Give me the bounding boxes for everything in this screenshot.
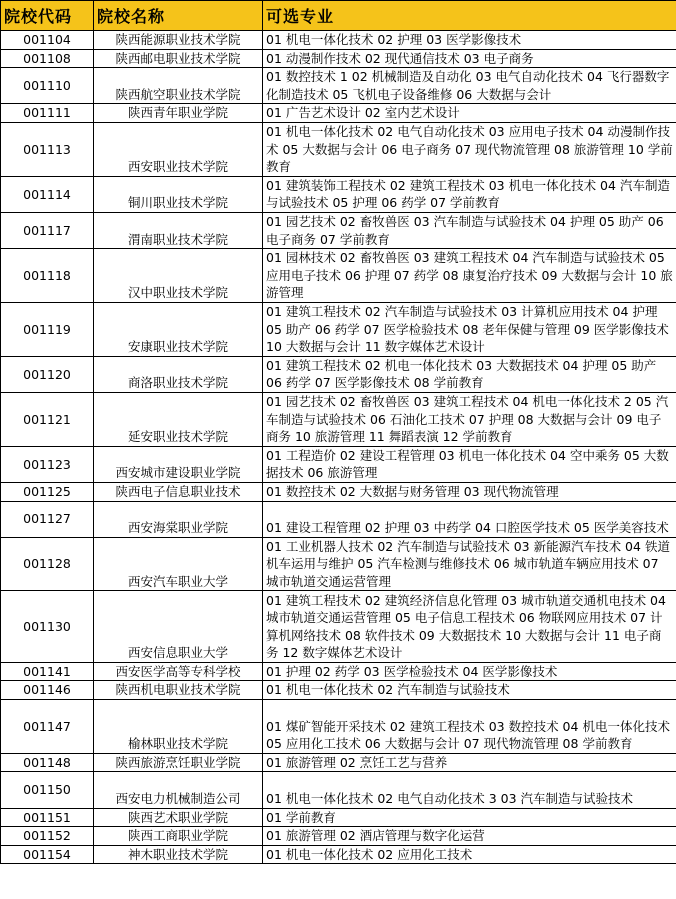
- college-name-cell: 西安医学高等专科学校: [94, 662, 263, 681]
- college-code-cell: 001119: [1, 302, 94, 356]
- college-name-cell: 陕西能源职业技术学院: [94, 31, 263, 50]
- table-row: [1, 753, 676, 772]
- majors-cell: 01 数控技术 02 大数据与财务管理 03 现代物流管理: [263, 482, 676, 501]
- college-code-cell: 001108: [1, 49, 94, 68]
- college-code-cell: 001111: [1, 104, 94, 123]
- college-name-cell: 西安电力机械制造公司: [94, 772, 263, 808]
- college-code-cell: 001114: [1, 176, 94, 212]
- college-code-cell: 001148: [1, 753, 94, 772]
- table-row: [1, 772, 676, 808]
- college-name-cell: 神木职业技术学院: [94, 845, 263, 864]
- college-code-cell: 001147: [1, 700, 94, 754]
- table-row: [1, 501, 676, 537]
- majors-cell: 01 建筑工程技术 02 机电一体化技术 03 大数据技术 04 护理 05 助产 06 药学 07 医学影像技术 08 学前教育: [263, 356, 676, 392]
- college-code-cell: 001130: [1, 591, 94, 662]
- table-row: [1, 356, 676, 392]
- majors-cell: 01 煤矿智能开采技术 02 建筑工程技术 03 数控技术 04 机电一体化技术 05 应用化工技术 06 大数据与会计 07 现代物流管理 08 学前教育: [263, 700, 676, 754]
- table-row: [1, 122, 676, 176]
- header-college-name: 院校名称: [94, 1, 263, 31]
- college-name-cell: 延安职业技术学院: [94, 392, 263, 446]
- college-name-cell: 铜川职业技术学院: [94, 176, 263, 212]
- college-name-cell: 商洛职业技术学院: [94, 356, 263, 392]
- table-row: [1, 482, 676, 501]
- college-name-cell: 陕西工商职业学院: [94, 827, 263, 846]
- table-body: [1, 31, 676, 864]
- majors-cell: 01 工程造价 02 建设工程管理 03 机电一体化技术 04 空中乘务 05 大数据技术 06 旅游管理: [263, 446, 676, 482]
- table-header: [1, 1, 676, 31]
- college-code-cell: 001151: [1, 808, 94, 827]
- majors-cell: 01 建筑装饰工程技术 02 建筑工程技术 03 机电一体化技术 04 汽车制造与试验技术 05 护理 06 药学 07 学前教育: [263, 176, 676, 212]
- college-code-cell: 001104: [1, 31, 94, 50]
- college-name-cell: 陕西青年职业学院: [94, 104, 263, 123]
- college-name-cell: 陕西机电职业技术学院: [94, 681, 263, 700]
- majors-cell: 01 机电一体化技术 02 护理 03 医学影像技术: [263, 31, 676, 50]
- college-name-cell: 榆林职业技术学院: [94, 700, 263, 754]
- college-code-cell: 001128: [1, 537, 94, 591]
- college-code-cell: 001150: [1, 772, 94, 808]
- table-row: [1, 537, 676, 591]
- majors-cell: 01 护理 02 药学 03 医学检验技术 04 医学影像技术: [263, 662, 676, 681]
- college-code-cell: 001118: [1, 249, 94, 303]
- header-row: [1, 1, 676, 31]
- college-code-cell: 001120: [1, 356, 94, 392]
- majors-cell: 01 建筑工程技术 02 汽车制造与试验技术 03 计算机应用技术 04 护理 05 助产 06 药学 07 医学检验技术 08 老年保健与管理 09 医学影像技术 10 大数据与会计 11 数字媒体艺术设计: [263, 302, 676, 356]
- table-row: [1, 212, 676, 248]
- college-name-cell: 陕西航空职业技术学院: [94, 68, 263, 104]
- table-row: [1, 249, 676, 303]
- college-name-cell: 西安职业技术学院: [94, 122, 263, 176]
- table-row: [1, 591, 676, 662]
- majors-cell: 01 机电一体化技术 02 电气自动化技术 03 应用电子技术 04 动漫制作技术 05 大数据与会计 06 电子商务 07 现代物流管理 08 旅游管理 10 学前教育: [263, 122, 676, 176]
- majors-cell: 01 园艺技术 02 畜牧兽医 03 汽车制造与试验技术 04 护理 05 助产 06 电子商务 07 学前教育: [263, 212, 676, 248]
- college-name-cell: 陕西邮电职业技术学院: [94, 49, 263, 68]
- college-name-cell: 西安城市建设职业学院: [94, 446, 263, 482]
- college-code-cell: 001152: [1, 827, 94, 846]
- majors-cell: 01 建筑工程技术 02 建筑经济信息化管理 03 城市轨道交通机电技术 04 城市轨道交通运营管理 05 电子信息工程技术 06 物联网应用技术 07 计算机网络技术 08 软件技术 09 大数据技术 10 大数据与会计 11 电子商务 12 数字媒体艺术设计: [263, 591, 676, 662]
- table-row: [1, 68, 676, 104]
- college-name-cell: 陕西艺术职业学院: [94, 808, 263, 827]
- college-code-cell: 001125: [1, 482, 94, 501]
- college-code-cell: 001121: [1, 392, 94, 446]
- majors-cell: 01 园林技术 02 畜牧兽医 03 建筑工程技术 04 汽车制造与试验技术 05 应用电子技术 06 护理 07 药学 08 康复治疗技术 09 大数据与会计 10 旅游管理: [263, 249, 676, 303]
- table-row: [1, 104, 676, 123]
- majors-cell: 01 园艺技术 02 畜牧兽医 03 建筑工程技术 04 机电一体化技术 2 05 汽车制造与试验技术 06 石油化工技术 07 护理 08 大数据与会计 09 电子商务 10 旅游管理 11 舞蹈表演 12 学前教育: [263, 392, 676, 446]
- table-row: [1, 700, 676, 754]
- majors-cell: 01 机电一体化技术 02 汽车制造与试验技术: [263, 681, 676, 700]
- table-row: [1, 49, 676, 68]
- header-college-code: 院校代码: [1, 1, 94, 31]
- majors-cell: 01 工业机器人技术 02 汽车制造与试验技术 03 新能源汽车技术 04 铁道机车运用与维护 05 汽车检测与维修技术 06 城市轨道车辆应用技术 07 城市轨道交通运营管理: [263, 537, 676, 591]
- table-row: [1, 392, 676, 446]
- header-majors: 可选专业: [263, 1, 676, 31]
- majors-cell: 01 动漫制作技术 02 现代通信技术 03 电子商务: [263, 49, 676, 68]
- table-row: [1, 662, 676, 681]
- table-row: [1, 808, 676, 827]
- college-code-cell: 001113: [1, 122, 94, 176]
- college-code-cell: 001146: [1, 681, 94, 700]
- majors-cell: 01 学前教育: [263, 808, 676, 827]
- table-row: [1, 302, 676, 356]
- table-row: [1, 176, 676, 212]
- college-code-cell: 001141: [1, 662, 94, 681]
- college-code-cell: 001154: [1, 845, 94, 864]
- majors-cell: 01 机电一体化技术 02 应用化工技术: [263, 845, 676, 864]
- table-row: [1, 31, 676, 50]
- college-name-cell: 渭南职业技术学院: [94, 212, 263, 248]
- college-name-cell: 汉中职业技术学院: [94, 249, 263, 303]
- college-code-cell: 001110: [1, 68, 94, 104]
- college-name-cell: 陕西旅游烹饪职业学院: [94, 753, 263, 772]
- majors-cell: 01 数控技术 1 02 机械制造及自动化 03 电气自动化技术 04 飞行器数字化制造技术 05 飞机电子设备维修 06 大数据与会计: [263, 68, 676, 104]
- majors-cell: 01 旅游管理 02 酒店管理与数字化运营: [263, 827, 676, 846]
- table-row: [1, 681, 676, 700]
- college-name-cell: 西安信息职业大学: [94, 591, 263, 662]
- college-code-cell: 001117: [1, 212, 94, 248]
- college-name-cell: 安康职业技术学院: [94, 302, 263, 356]
- table-row: [1, 827, 676, 846]
- majors-cell: 01 机电一体化技术 02 电气自动化技术 3 03 汽车制造与试验技术: [263, 772, 676, 808]
- table-row: [1, 845, 676, 864]
- college-code-cell: 001123: [1, 446, 94, 482]
- table-row: [1, 446, 676, 482]
- college-code-cell: 001127: [1, 501, 94, 537]
- college-name-cell: 西安海棠职业学院: [94, 501, 263, 537]
- majors-cell: 01 旅游管理 02 烹饪工艺与营养: [263, 753, 676, 772]
- college-name-cell: 陕西电子信息职业技术: [94, 482, 263, 501]
- majors-cell: 01 广告艺术设计 02 室内艺术设计: [263, 104, 676, 123]
- majors-cell: 01 建设工程管理 02 护理 03 中药学 04 口腔医学技术 05 医学美容技术: [263, 501, 676, 537]
- college-name-cell: 西安汽车职业大学: [94, 537, 263, 591]
